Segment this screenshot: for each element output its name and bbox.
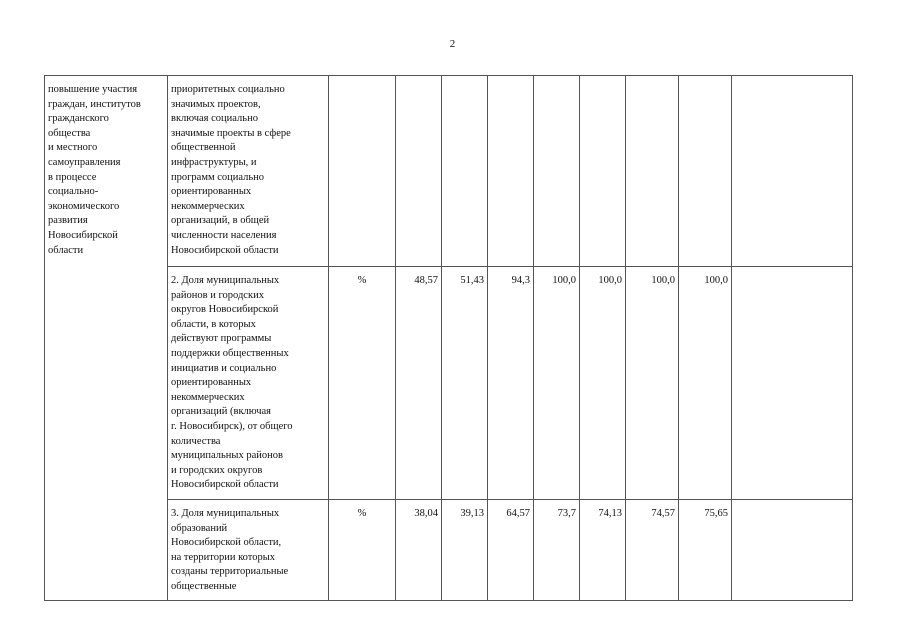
value-cell: 74,57 xyxy=(626,500,679,601)
value-cell: 100,0 xyxy=(626,267,679,500)
value-cell: 51,43 xyxy=(442,267,488,500)
value-cell xyxy=(534,76,580,267)
indicator-cell: приоритетных социально значимых проектов, включая социально значимые проекты в сфере общественной инфраструктуры, и программ социально ориентированных некоммерческих организаций, в общей численности населения Новосибирской области xyxy=(168,76,329,267)
page-number: 2 xyxy=(449,38,456,50)
table-row xyxy=(45,76,853,267)
value-cell: 73,7 xyxy=(534,500,580,601)
value-cell xyxy=(679,76,732,267)
value-cell: 94,3 xyxy=(488,267,534,500)
value-cell: 48,57 xyxy=(396,267,442,500)
value-cell: 39,13 xyxy=(442,500,488,601)
unit-cell: % xyxy=(329,500,396,601)
value-cell: 100,0 xyxy=(580,267,626,500)
indicator-cell: 2. Доля муниципальных районов и городских округов Новосибирской области, в которых действуют программы поддержки общественных инициатив и социально ориентированных некоммерческих организаций (включая г. Новосибирск), от общего количества муниципальных районов и городских округов Новосибирской области xyxy=(168,267,329,500)
value-cell xyxy=(626,76,679,267)
value-cell: 75,65 xyxy=(679,500,732,601)
note-cell xyxy=(732,76,853,267)
value-cell xyxy=(442,76,488,267)
unit-cell: % xyxy=(329,267,396,500)
note-cell xyxy=(732,500,853,601)
value-cell: 64,57 xyxy=(488,500,534,601)
value-cell xyxy=(488,76,534,267)
indicator-table xyxy=(44,75,853,601)
unit-cell xyxy=(329,76,396,267)
value-cell: 100,0 xyxy=(679,267,732,500)
value-cell: 100,0 xyxy=(534,267,580,500)
note-cell xyxy=(732,267,853,500)
value-cell xyxy=(580,76,626,267)
value-cell xyxy=(396,76,442,267)
value-cell: 38,04 xyxy=(396,500,442,601)
value-cell: 74,13 xyxy=(580,500,626,601)
indicator-cell: 3. Доля муниципальных образований Новосибирской области, на территории которых созданы территориальные общественные xyxy=(168,500,329,601)
goal-cell: повышение участия граждан, институтов гражданского общества и местного самоуправления в процессе социально- экономического развития Новосибирской области xyxy=(45,76,168,601)
